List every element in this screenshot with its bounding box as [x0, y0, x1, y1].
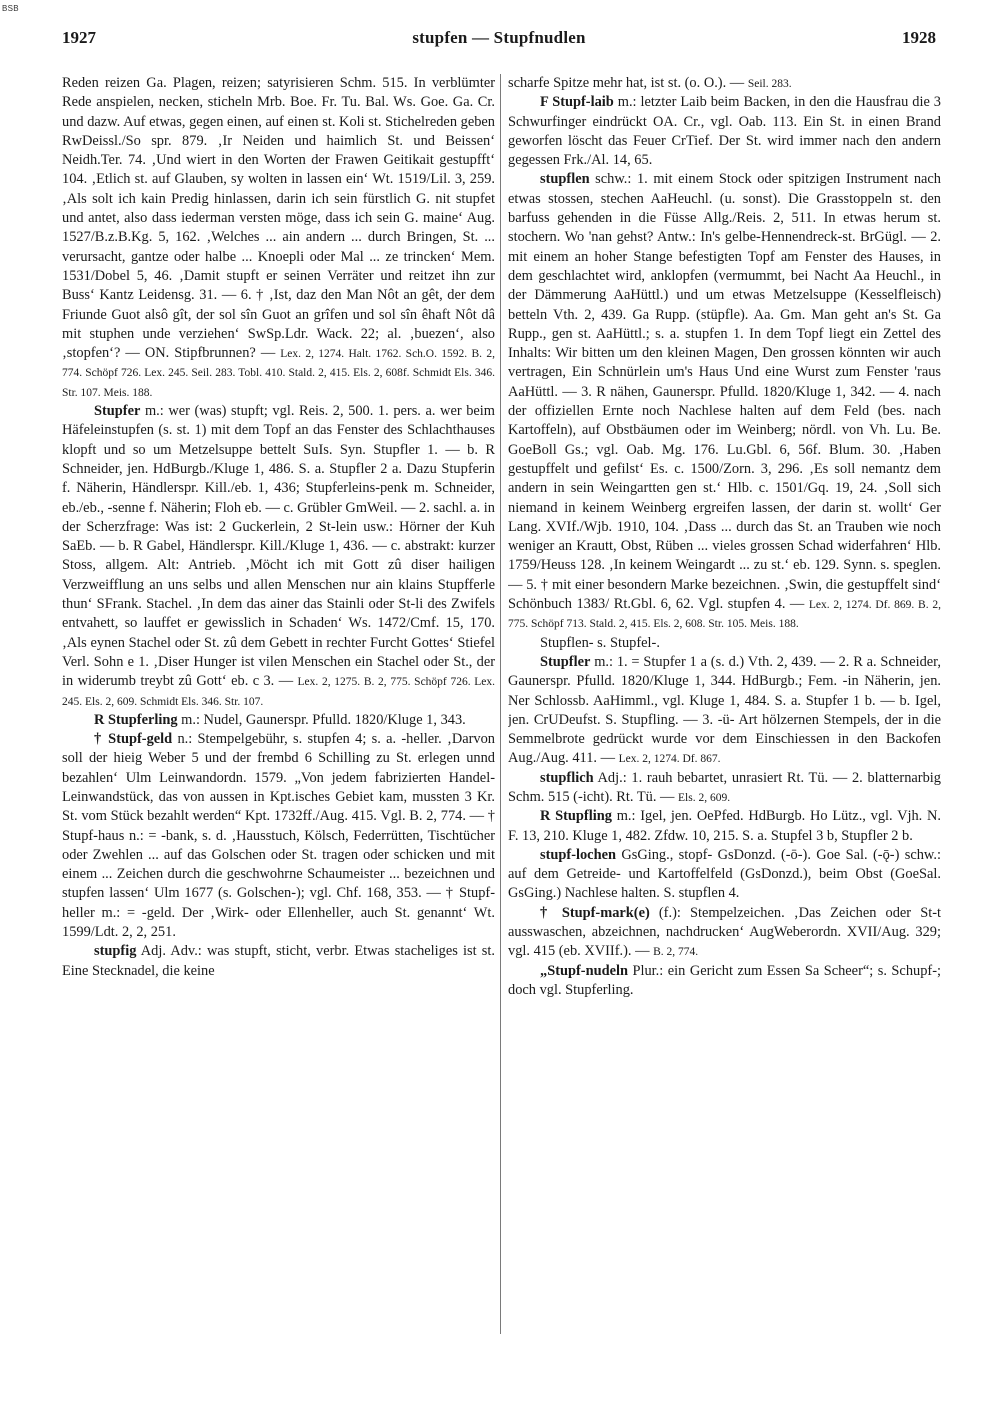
- entry-text: Adj. Adv.: was stupft, sticht, verbr. Etwas stacheliges ist st. Eine Stecknadel, die keine: [62, 943, 495, 979]
- entry-text: Reden reizen Ga. Plagen, reizen; satyrisieren Schm. 515. In verblümter Rede anspielen, necken, sticheln Mrb. Boe. Fr. Tu. Bal. Ws. Goe. Ga. Cr. und dazw. Auf etwas, gegen einen, auf einen st. Koli st. Stichelreden geben RwDeissl./So spr. 879. ‚Ir Neiden und haimlich St. und Beissen‘ Neidh.Ter. 74. ‚Und wiert in den Worten der Frawen Geitikait gestupfft‘ 104. ‚Etlich st. auf Glauben, sy wolten in lassen ein‘ Wt. 1519/Lil. 3, 259. ‚Als solt ich kain Predig hinlassen, darin ich sein fürstlich G. nit stupfet und antet, also dass iederman versten möge, dass ich sein G. maine‘ Aug. 1527/B.z.B.Kg. 5, 162. ‚Welches ... ain andern ... durch Bringen, St. ... verursacht, gantze oder halbe ... Knoepli oder Mal ... ze trincken‘ Mem. 1531/Dobel 5, 46. ‚Damit stupft er seinen Verräter und reitzet ihn zur Buss‘ Kantz Leidensg. 31. — 6. † ‚Ist, daz den Man Nôt an gêt, der dem Friunde Guot alsô gît, der sol sîn Guot an grîfen und sol sîn êhaft Nôt dâ mit stuphen unde verziehen‘ SwSp.Ldr. Wack. 22; al. ‚buezen‘, also ‚stopfen‘? — ON. Stipfbrunnen? —: [62, 75, 495, 362]
- entry-lemma: † Stupf-geld: [94, 731, 173, 748]
- entry-lemma: Stupfer: [94, 403, 141, 420]
- dictionary-entry: [62, 74, 495, 402]
- entry-text: schw.: 1. mit einem Stock oder spitzigen Instrument nach etwas stossen, stechen AaHeuchl. (u. sonst). Die Grasstoppeln st. den barfuss gehenden in die Füsse Allg./Reis. 2, 511. In etwas herum st. stochern. Wo 'nan gehst? Antw.: In's gelbe-Hennendreck-st. BrGügl. — 2. mit einem an hoher Stange befestigten Topf am Fenster des Hauses, in dem geschlachtet wird, anklopfen (vermummt, bei Nacht Aa Heuchl., in der Dämmerung AaHüttl.) und um etwas Metzelsuppe (Kesselfleisch) betteln Vth. 2, 439. Ga Rupp. (stüpfle). Aa. Gm. Man geht an's St. Ga Rupp., gen st. AaHüttl.; s. a. stupfen 1. In dem Topf liegt ein Zettel des Inhalts: Wir bitten um den kleinen Magen, Den grossen könnten wir auch vertragen, Ein Schnürlein um's Haus Und eine Wurst zum Fenster 'raus AaHüttl. — 3. R nähen, Gaunerspr. Pfulld. 1820/Kluge 1, 342. — 4. nach der offiziellen Ernte noch Nachlese halten auf dem Feld (bes. nach Kartoffeln), auf Obstbäumen oder im Weinberg; nördl. von Vh. Lu. Be. GoeBoll Gs.; vgl. Oab. Mg. 176. Lu.Gbl. 6, 56f. Blum. 30. ‚Haben gestupffelt und gefilst‘ Es. c. 1500/Zorn. 3, 296. ‚Es soll nemantz dem andern in sein Weingartten gen st.‘ Hlb. c. 1501/Gq. 19, 24. ‚Soll sich niemand in keinem Weinberg ergreifen lassen, der darin st. wollt‘ Ger Lang. XVIf./Wjb. 1910, 104. ‚Dass ... durch das St. an Trauben wie noch weniger an Krautt, Obst, Rüben ... vieles grossen Schad widerfahren‘ Hlb. 1759/Heuss 128. ‚In keinem Weingardt ... zu st.‘ eb. 129. Synn. s. speglen. — 5. † mit einer besondern Marke bezeichnen. ‚Swin, die gestupffelt sind‘ Schönbuch 1383/ Rt.Gbl. 6, 62. Vgl. stupfen 4. —: [508, 171, 941, 613]
- entry-text: Adj.: 1. rauh bebartet, unrasiert Rt. Tü. — 2. blatternarbig Schm. 515 (-icht). Rt. Tü. —: [508, 769, 941, 805]
- entry-lemma: „Stupf-nudeln: [540, 962, 628, 979]
- dictionary-entry: [508, 170, 941, 633]
- entry-lemma: R Stupferling: [94, 711, 178, 728]
- left-column: [62, 74, 495, 1414]
- entry-references: Lex. 2, 1274. Df. 867.: [618, 753, 721, 766]
- column-divider: [500, 74, 501, 1334]
- entry-text: Stupflen- s. Stupfel-.: [540, 634, 660, 651]
- page-number-right: 1928: [902, 28, 936, 47]
- entry-text: n.: Stempelgebühr, s. stupfen 4; s. a. -heller. ‚Darvon soll der hieig Weber 5 und der frembd 6 Schilling zu St. erlegen unnd bezahlen‘ Ulm Leinwandordn. 1579. „Von jedem fabrizierten Handel-Leinwandstück, das von aussen in Kpt.isches Gebiet kam, mussten 3 Kr. St. vom Stück bezahlt werden“ Kpt. 1732ff./Aug. 415. Vgl. B. 2, 774. — † Stupf-haus n.: = -bank, s. d. ‚Hausstuch, Kölsch, Federrütten, Tischtücher oder Zwehlen ... auf das Golschen oder St. tragen oder schicken und mit einem ... Zeichen durch die geschwohrne Schaumeister ... bezeichnen und stupfen lassen‘ Ulm 1677 (s. Golschen-); vgl. Chf. 168, 353. — † Stupf-heller m.: = -geld. Der ‚Wirk- oder Ellenheller, auch St. genannt‘ Wt. 1599/Ldt. 2, 2, 251.: [62, 731, 495, 941]
- dictionary-entry: [508, 769, 941, 808]
- page-number-left: 1927: [62, 28, 96, 47]
- dictionary-entry: [508, 904, 941, 962]
- entry-text: m.: Nudel, Gaunerspr. Pfulld. 1820/Kluge 1, 343.: [181, 711, 466, 728]
- entry-references: B. 2, 774.: [653, 946, 699, 959]
- dictionary-entry: [62, 711, 495, 730]
- entry-text: m.: letzter Laib beim Backen, in den die Hausfrau die 3 Schwurfinger eindrückt OA. Cr., vgl. Oab. 113. Ein St. in einen Brand geworfen löscht das Feuer CrTief. Der St. wird immer nach den andern gegessen Frk./Al. 14, 65.: [508, 94, 941, 169]
- entry-lemma: stupf-lochen: [540, 846, 616, 863]
- entry-lemma: R Stupfling: [540, 808, 612, 825]
- dictionary-entry: [508, 93, 941, 170]
- entry-lemma: stupflich: [540, 769, 594, 786]
- entry-lemma: Stupfler: [540, 653, 591, 670]
- running-title: stupfen — Stupfnudlen: [412, 28, 586, 47]
- entry-references: Lex. 2, 1274. Df. 869. B. 2, 775. Schöpf 713. Stald. 2, 415. Els. 2, 608. Str. 105. Meis. 188.: [508, 599, 941, 631]
- entry-text: scharfe Spitze mehr hat, ist st. (o. O.). —: [508, 75, 745, 91]
- entry-text: m.: 1. = Stupfer 1 a (s. d.) Vth. 2, 439. — 2. R a. Schneider, Gaunerspr. Pfulld. 1820/Kluge 1, 344. HdBurgb.; Fem. -in Näherin, jen. Ner Schlossb. AaHimml., vgl. Kluge 1, 484. S. a. Stupfer 1 b. — b. Igel, jen. CrUDeufst. S. Stupfling. — 3. -ü- Art hölzernen Stempels, der in die Semmelbrote gedrückt wurde vor dem Einschiessen in den Backofen Aug./Aug. 411. —: [508, 653, 941, 767]
- entry-lemma: † Stupf-mark(e): [540, 904, 650, 921]
- dictionary-entry: [508, 74, 941, 93]
- entry-references: Lex. 2, 1274. Halt. 1762. Sch.O. 1592. B. 2, 774. Schöpf 726. Lex. 245. Seil. 283. Tobl. 410. Stald. 2, 415. Els. 2, 608f. Schmidt Els. 346. Str. 107. Meis. 188.: [62, 348, 495, 399]
- entry-lemma: stupfig: [94, 943, 137, 960]
- entry-references: Els. 2, 609.: [678, 791, 731, 804]
- dictionary-entry: [62, 942, 495, 981]
- entry-text: (f.): Stempelzeichen. ‚Das Zeichen oder St-t ausswaschen, abzeichnen, nachdrucken‘ AugWeberordn. XVII/Aug. 329; vgl. 415 (eb. XVIIf.). —: [508, 904, 941, 960]
- entry-references: Seil. 283.: [747, 78, 792, 90]
- entry-lemma: stupflen: [540, 171, 590, 188]
- entry-lemma: F Stupf-laib: [540, 94, 614, 111]
- dictionary-entry: [508, 807, 941, 846]
- right-column: [508, 74, 941, 1414]
- entry-text: GsGing., stopf- GsDonzd. (-ō-). Goe Sal. (-ǭ-) schw.: auf dem Getreide- und Kartoffelfeld (GsDonzd.), beim Obst (GoeSal. GsGing.) Nachlese halten. S. stupflen 4.: [508, 846, 941, 902]
- dictionary-entry: [508, 634, 941, 653]
- entry-text: m.: wer (was) stupft; vgl. Reis. 2, 500. 1. pers. a. wer beim Häfeleinstupfen (s. st. 1) mit dem Topf an das Fenster des Schlachthauses klopft und so um Metzelsuppe bettelt SuIs. Syn. Stupfler 1. — b. R Schneider, jen. HdBurgb./Kluge 1, 486. S. a. Stupfler 2 a. Dazu Stupferin f. Näherin, Händlerspr. Kill./eb. 1, 436; Stupferleins-penk m. Schneider, eb./eb., -senne f. Näherin; Floh eb. — c. Grübler GmWeil. — 2. sachl. a. in der Scherzfrage: Was ist: 2 Guckerlein, 2 St-lein usw.: Hörner der Kuh SaEb. — b. R Gabel, Händlerspr. Kill./Kluge 1, 436. — c. abstrakt: kurzer Stoss, allgem. Alt: Antrieb. ‚Möcht ich mit Gott zû diser hailigen Verzweifflung an uns selbs und allen Menschen nur ain klains Stupfferle thun‘ SFrank. Stachel. ‚In dem das ainer das Stainli oder St-li des Zwifels entvahett, so lauffet er gewisslich in Schaden‘ Ws. 1472/Cmf. 15, 170. ‚Als eynen Stachel oder St. zû dem Gebett in rechter Furcht Gottes‘ Stiefel Verl. Sohn e 1. ‚Diser Hunger ist vilen Menschen ein Stachel oder St., der in widerumb treybt zû Gott‘ eb. c 3. —: [62, 403, 495, 690]
- entry-text: Plur.: ein Gericht zum Essen Sa Scheer“; s. Schupf-; doch vgl. Stupferling.: [508, 962, 941, 998]
- dictionary-entry: [508, 653, 941, 769]
- dictionary-entry: [62, 730, 495, 942]
- library-stamp: BSB: [2, 4, 19, 13]
- dictionary-entry: [508, 962, 941, 1001]
- page-header: [62, 28, 936, 54]
- entry-text: m.: Igel, jen. OePfed. HdBurgb. Ho Lütz., vgl. Vjh. N. F. 13, 210. Kluge 1, 482. Zfdw. 10, 215. S. a. Stupfel 3 b, Stupfler 2 b.: [508, 808, 941, 844]
- dictionary-entry: [508, 846, 941, 904]
- entry-references: Lex. 2, 1275. B. 2, 775. Schöpf 726. Lex. 245. Els. 2, 609. Schmidt Els. 346. Str. 107.: [62, 676, 495, 708]
- dictionary-entry: [62, 402, 495, 711]
